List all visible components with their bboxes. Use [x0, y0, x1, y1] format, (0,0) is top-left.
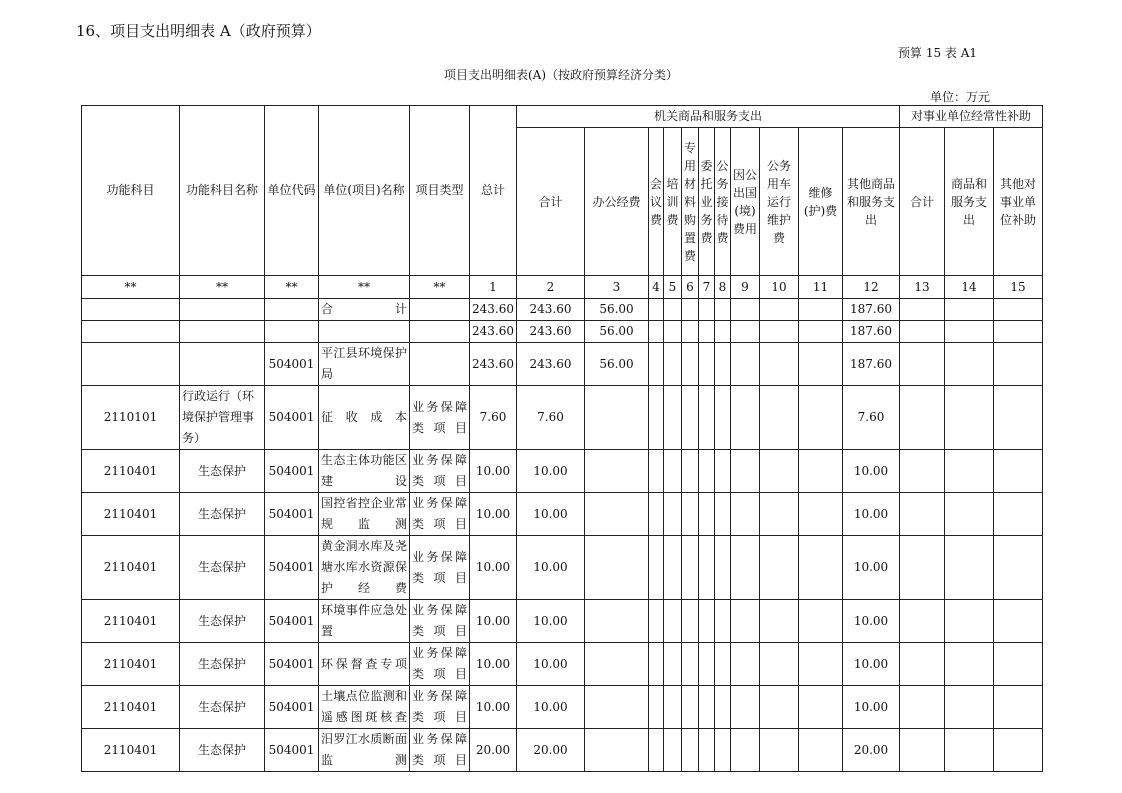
col-meeting: 会议费: [649, 128, 664, 276]
cell-vehicle: [760, 600, 799, 643]
cell-func-code: 2110401: [82, 686, 180, 729]
cell-commission: [699, 493, 715, 536]
cell-unit-name: 黄金洞水库及尧塘水库水资源保护经费: [319, 536, 410, 600]
cell-proj-type: 业务保障类项目: [410, 536, 470, 600]
table-subtitle: 项目支出明细表(A)（按政府预算经济分类）: [443, 68, 679, 82]
page-heading: 16、项目支出明细表 A（政府预算）: [76, 22, 321, 40]
cell-s-goods: [945, 686, 994, 729]
cell-reception: [715, 321, 731, 343]
cell-s-other: [994, 343, 1043, 386]
cell-repair: [799, 643, 843, 686]
col-office: 办公经费: [585, 128, 649, 276]
cell-proj-type: 业务保障类项目: [410, 686, 470, 729]
cell-s-total: [900, 299, 945, 321]
cell-unit-name: 平江县环境保护局: [319, 343, 410, 386]
cell-unit-code: 504001: [265, 686, 319, 729]
cell-commission: [699, 450, 715, 493]
cell-meeting: [649, 299, 664, 321]
cell-s-total: [900, 686, 945, 729]
cell-func-code: 2110401: [82, 536, 180, 600]
cell-s-other: [994, 686, 1043, 729]
cell-abroad: [731, 450, 760, 493]
cell-func-code: 2110401: [82, 729, 180, 772]
col-number: 14: [945, 276, 994, 299]
cell-func-name: 生态保护: [180, 450, 265, 493]
cell-repair: [799, 343, 843, 386]
cell-g-total: 7.60: [517, 386, 585, 450]
cell-meeting: [649, 536, 664, 600]
cell-total: 243.60: [470, 343, 517, 386]
cell-training: [664, 321, 682, 343]
cell-func-name: [180, 299, 265, 321]
cell-reception: [715, 450, 731, 493]
cell-unit-code: 504001: [265, 600, 319, 643]
cell-meeting: [649, 386, 664, 450]
cell-commission: [699, 536, 715, 600]
group-goods-services: 机关商品和服务支出: [517, 106, 900, 128]
cell-func-code: 2110401: [82, 450, 180, 493]
cell-s-goods: [945, 386, 994, 450]
cell-reception: [715, 643, 731, 686]
cell-func-code: [82, 321, 180, 343]
cell-func-name: [180, 343, 265, 386]
col-goods-total: 合计: [517, 128, 585, 276]
col-number: 10: [760, 276, 799, 299]
cell-s-total: [900, 493, 945, 536]
cell-training: [664, 643, 682, 686]
col-number: 13: [900, 276, 945, 299]
cell-materials: [682, 386, 699, 450]
cell-commission: [699, 343, 715, 386]
col-vehicle: 公务用车运行维护费: [760, 128, 799, 276]
cell-g-total: 243.60: [517, 321, 585, 343]
cell-s-other: [994, 729, 1043, 772]
cell-other-goods: 10.00: [843, 493, 900, 536]
cell-training: [664, 536, 682, 600]
cell-office: [585, 493, 649, 536]
cell-office: [585, 729, 649, 772]
cell-other-goods: 187.60: [843, 321, 900, 343]
cell-office: [585, 450, 649, 493]
cell-office: 56.00: [585, 321, 649, 343]
cell-func-code: 2110401: [82, 493, 180, 536]
cell-unit-name: 征收成本: [319, 386, 410, 450]
cell-s-total: [900, 643, 945, 686]
cell-s-total: [900, 536, 945, 600]
table-row: [82, 729, 1043, 772]
cell-vehicle: [760, 686, 799, 729]
col-func-code: 功能科目: [82, 106, 180, 276]
cell-meeting: [649, 493, 664, 536]
cell-other-goods: 187.60: [843, 299, 900, 321]
cell-s-goods: [945, 493, 994, 536]
cell-repair: [799, 386, 843, 450]
cell-office: [585, 686, 649, 729]
cell-s-other: [994, 493, 1043, 536]
cell-s-goods: [945, 643, 994, 686]
cell-vehicle: [760, 643, 799, 686]
cell-abroad: [731, 321, 760, 343]
cell-g-total: 10.00: [517, 536, 585, 600]
cell-unit-name: 生态主体功能区建设: [319, 450, 410, 493]
cell-repair: [799, 600, 843, 643]
cell-s-total: [900, 450, 945, 493]
cell-abroad: [731, 600, 760, 643]
cell-meeting: [649, 321, 664, 343]
cell-unit-name: 土壤点位监测和遥感图斑核查: [319, 686, 410, 729]
cell-reception: [715, 386, 731, 450]
table-row: [82, 643, 1043, 686]
cell-materials: [682, 643, 699, 686]
cell-meeting: [649, 600, 664, 643]
cell-repair: [799, 729, 843, 772]
col-unit-code: 单位代码: [265, 106, 319, 276]
cell-func-name: 生态保护: [180, 643, 265, 686]
table-row: [82, 321, 1043, 343]
cell-reception: [715, 729, 731, 772]
cell-s-other: [994, 600, 1043, 643]
cell-s-goods: [945, 729, 994, 772]
cell-vehicle: [760, 729, 799, 772]
cell-unit-code: [265, 321, 319, 343]
col-proj-type: 项目类型: [410, 106, 470, 276]
cell-g-total: 10.00: [517, 493, 585, 536]
cell-proj-type: 业务保障类项目: [410, 600, 470, 643]
cell-total: 10.00: [470, 493, 517, 536]
col-number: **: [180, 276, 265, 299]
cell-vehicle: [760, 536, 799, 600]
cell-unit-code: 504001: [265, 729, 319, 772]
cell-g-total: 10.00: [517, 600, 585, 643]
cell-s-goods: [945, 299, 994, 321]
col-subsidy-total: 合计: [900, 128, 945, 276]
cell-other-goods: 10.00: [843, 686, 900, 729]
cell-commission: [699, 299, 715, 321]
cell-abroad: [731, 299, 760, 321]
cell-materials: [682, 729, 699, 772]
cell-office: [585, 643, 649, 686]
cell-repair: [799, 493, 843, 536]
table-row: [82, 386, 1043, 450]
cell-materials: [682, 493, 699, 536]
cell-s-goods: [945, 321, 994, 343]
col-materials: 专用材料购置费: [682, 128, 699, 276]
cell-reception: [715, 493, 731, 536]
cell-vehicle: [760, 450, 799, 493]
cell-unit-code: 504001: [265, 493, 319, 536]
col-total: 总计: [470, 106, 517, 276]
cell-repair: [799, 450, 843, 493]
cell-vehicle: [760, 299, 799, 321]
cell-vehicle: [760, 343, 799, 386]
cell-proj-type: [410, 299, 470, 321]
cell-unit-name: 环保督查专项: [319, 643, 410, 686]
cell-func-name: 生态保护: [180, 686, 265, 729]
col-other-goods: 其他商品和服务支出: [843, 128, 900, 276]
cell-total: 7.60: [470, 386, 517, 450]
cell-total: 243.60: [470, 299, 517, 321]
cell-func-code: 2110401: [82, 643, 180, 686]
cell-abroad: [731, 386, 760, 450]
cell-total: 10.00: [470, 600, 517, 643]
cell-office: [585, 386, 649, 450]
cell-s-other: [994, 321, 1043, 343]
cell-commission: [699, 729, 715, 772]
cell-reception: [715, 686, 731, 729]
cell-s-other: [994, 299, 1043, 321]
col-number: 8: [715, 276, 731, 299]
cell-func-code: 2110101: [82, 386, 180, 450]
cell-other-goods: 10.00: [843, 536, 900, 600]
cell-repair: [799, 686, 843, 729]
cell-abroad: [731, 493, 760, 536]
cell-materials: [682, 536, 699, 600]
cell-s-goods: [945, 450, 994, 493]
cell-meeting: [649, 450, 664, 493]
cell-unit-code: 504001: [265, 536, 319, 600]
cell-reception: [715, 600, 731, 643]
cell-other-goods: 10.00: [843, 450, 900, 493]
cell-abroad: [731, 686, 760, 729]
cell-func-name: 生态保护: [180, 493, 265, 536]
col-subsidy-goods: 商品和服务支出: [945, 128, 994, 276]
cell-meeting: [649, 686, 664, 729]
cell-func-code: 2110401: [82, 600, 180, 643]
col-number: 15: [994, 276, 1043, 299]
cell-s-other: [994, 536, 1043, 600]
cell-unit-name: 国控省控企业常规监测: [319, 493, 410, 536]
table-row: [82, 299, 1043, 321]
cell-g-total: 20.00: [517, 729, 585, 772]
cell-unit-name: 环境事件应急处置: [319, 600, 410, 643]
col-reception: 公务接待费: [715, 128, 731, 276]
col-number: 2: [517, 276, 585, 299]
cell-training: [664, 493, 682, 536]
group-subsidy: 对事业单位经常性补助: [900, 106, 1043, 128]
cell-training: [664, 600, 682, 643]
cell-proj-type: 业务保障类项目: [410, 729, 470, 772]
unit-label: 单位：万元: [930, 90, 991, 104]
col-number: 5: [664, 276, 682, 299]
col-number: 6: [682, 276, 699, 299]
cell-materials: [682, 299, 699, 321]
cell-total: 243.60: [470, 321, 517, 343]
col-number: 12: [843, 276, 900, 299]
cell-s-goods: [945, 536, 994, 600]
cell-office: [585, 600, 649, 643]
col-commission: 委托业务费: [699, 128, 715, 276]
cell-other-goods: 7.60: [843, 386, 900, 450]
cell-training: [664, 343, 682, 386]
cell-proj-type: 业务保障类项目: [410, 386, 470, 450]
cell-s-total: [900, 600, 945, 643]
cell-reception: [715, 343, 731, 386]
cell-total: 10.00: [470, 450, 517, 493]
col-repair: 维修(护)费: [799, 128, 843, 276]
col-number: 7: [699, 276, 715, 299]
cell-func-name: 生态保护: [180, 600, 265, 643]
cell-s-goods: [945, 343, 994, 386]
col-number: 3: [585, 276, 649, 299]
cell-s-total: [900, 343, 945, 386]
cell-training: [664, 386, 682, 450]
cell-repair: [799, 321, 843, 343]
cell-unit-name: [319, 321, 410, 343]
cell-office: [585, 536, 649, 600]
table-row: [82, 600, 1043, 643]
cell-g-total: 243.60: [517, 343, 585, 386]
table-row: [82, 343, 1043, 386]
col-training: 培训费: [664, 128, 682, 276]
cell-g-total: 10.00: [517, 643, 585, 686]
col-number: **: [265, 276, 319, 299]
cell-total: 10.00: [470, 643, 517, 686]
cell-func-code: [82, 343, 180, 386]
cell-total: 10.00: [470, 536, 517, 600]
cell-abroad: [731, 536, 760, 600]
cell-proj-type: 业务保障类项目: [410, 450, 470, 493]
cell-meeting: [649, 343, 664, 386]
col-number: **: [319, 276, 410, 299]
cell-training: [664, 450, 682, 493]
cell-g-total: 10.00: [517, 450, 585, 493]
cell-commission: [699, 386, 715, 450]
cell-unit-code: 504001: [265, 343, 319, 386]
cell-training: [664, 299, 682, 321]
cell-repair: [799, 299, 843, 321]
cell-proj-type: 业务保障类项目: [410, 643, 470, 686]
cell-commission: [699, 600, 715, 643]
cell-func-name: [180, 321, 265, 343]
cell-other-goods: 10.00: [843, 600, 900, 643]
cell-s-other: [994, 386, 1043, 450]
table-row: [82, 493, 1043, 536]
col-subsidy-other: 其他对事业单位补助: [994, 128, 1043, 276]
cell-proj-type: 业务保障类项目: [410, 493, 470, 536]
cell-s-goods: [945, 600, 994, 643]
cell-materials: [682, 321, 699, 343]
cell-total: 10.00: [470, 686, 517, 729]
col-abroad: 因公出国(境)费用: [731, 128, 760, 276]
col-number: **: [82, 276, 180, 299]
cell-training: [664, 686, 682, 729]
cell-commission: [699, 686, 715, 729]
cell-commission: [699, 643, 715, 686]
cell-materials: [682, 686, 699, 729]
col-number: 9: [731, 276, 760, 299]
cell-meeting: [649, 643, 664, 686]
cell-abroad: [731, 643, 760, 686]
project-expenditure-table: [81, 105, 1043, 772]
cell-s-total: [900, 321, 945, 343]
cell-meeting: [649, 729, 664, 772]
cell-unit-name: 合计: [319, 299, 410, 321]
cell-reception: [715, 536, 731, 600]
cell-s-total: [900, 386, 945, 450]
cell-office: 56.00: [585, 299, 649, 321]
cell-unit-code: 504001: [265, 386, 319, 450]
cell-func-name: 行政运行（环境保护管理事务）: [180, 386, 265, 450]
col-func-name: 功能科目名称: [180, 106, 265, 276]
col-number: 1: [470, 276, 517, 299]
cell-abroad: [731, 343, 760, 386]
cell-materials: [682, 343, 699, 386]
table-row: [82, 536, 1043, 600]
cell-unit-code: [265, 299, 319, 321]
cell-func-name: 生态保护: [180, 729, 265, 772]
cell-unit-name: 汨罗江水质断面监测: [319, 729, 410, 772]
cell-materials: [682, 450, 699, 493]
cell-g-total: 10.00: [517, 686, 585, 729]
cell-other-goods: 187.60: [843, 343, 900, 386]
cell-commission: [699, 321, 715, 343]
cell-s-total: [900, 729, 945, 772]
cell-vehicle: [760, 493, 799, 536]
col-number: **: [410, 276, 470, 299]
cell-unit-code: 504001: [265, 450, 319, 493]
cell-total: 20.00: [470, 729, 517, 772]
cell-proj-type: [410, 321, 470, 343]
cell-vehicle: [760, 321, 799, 343]
col-unit-name: 单位(项目)名称: [319, 106, 410, 276]
table-row: [82, 686, 1043, 729]
table-row: [82, 450, 1043, 493]
cell-g-total: 243.60: [517, 299, 585, 321]
cell-vehicle: [760, 386, 799, 450]
cell-abroad: [731, 729, 760, 772]
cell-s-other: [994, 643, 1043, 686]
cell-office: 56.00: [585, 343, 649, 386]
cell-other-goods: 10.00: [843, 643, 900, 686]
cell-func-name: 生态保护: [180, 536, 265, 600]
cell-s-other: [994, 450, 1043, 493]
col-number: 11: [799, 276, 843, 299]
cell-reception: [715, 299, 731, 321]
col-number: 4: [649, 276, 664, 299]
cell-unit-code: 504001: [265, 643, 319, 686]
cell-repair: [799, 536, 843, 600]
cell-training: [664, 729, 682, 772]
cell-materials: [682, 600, 699, 643]
cell-other-goods: 20.00: [843, 729, 900, 772]
cell-func-code: [82, 299, 180, 321]
table-code: 预算 15 表 A1: [898, 46, 978, 60]
cell-proj-type: [410, 343, 470, 386]
